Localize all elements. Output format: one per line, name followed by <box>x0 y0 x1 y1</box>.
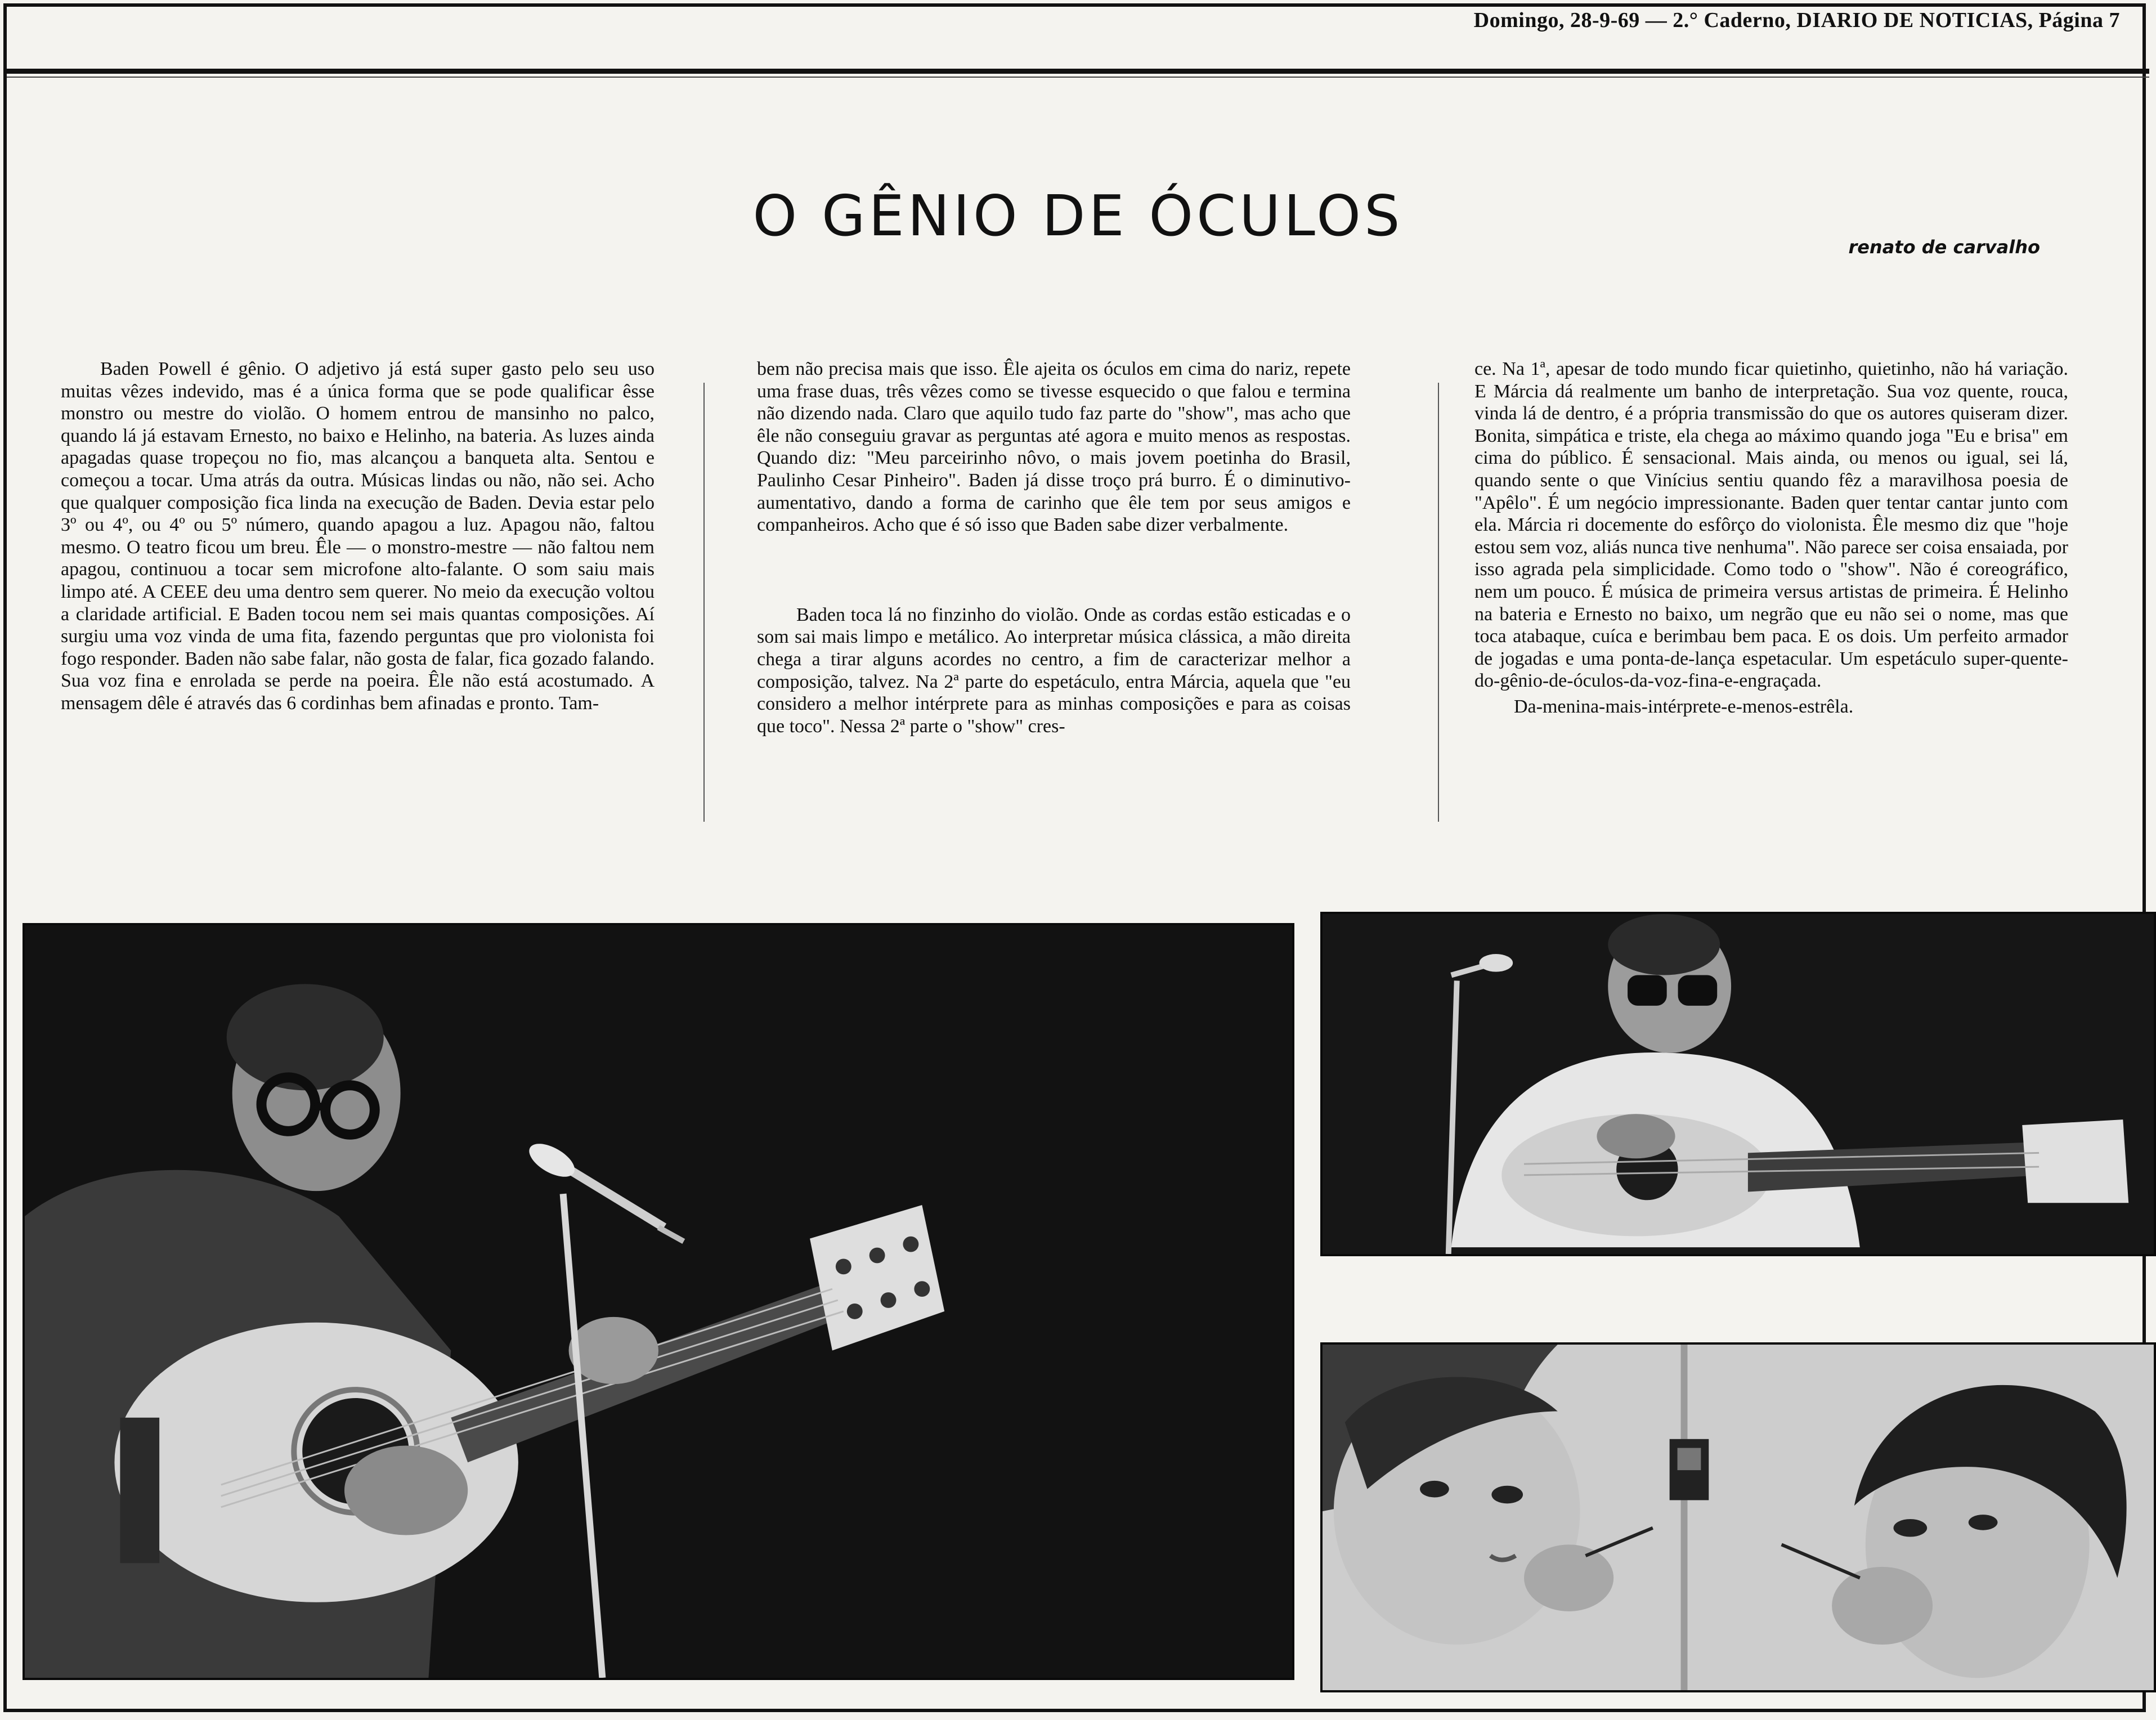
column-divider <box>1438 383 1439 822</box>
header-rule-thin <box>7 77 2149 78</box>
header-rule <box>7 69 2149 74</box>
photo-baden-seated-image <box>1323 914 2154 1254</box>
photo-marcia-makeup <box>1320 1342 2156 1692</box>
photo-baden-playing-image <box>25 925 1292 1678</box>
photo-baden-seated <box>1320 912 2156 1256</box>
article-column-2 <box>757 358 1351 842</box>
column-divider <box>703 383 705 822</box>
article-column-1 <box>61 358 655 842</box>
article-column-3 <box>1474 358 2068 842</box>
running-head: Domingo, 28-9-69 — 2.° Caderno, DIARIO DE NOTICIAS, Página 7 <box>1473 8 2120 32</box>
article-paragraph: Da-menina-mais-intérprete-e-menos-estrêla. <box>1514 696 1854 717</box>
article-title: O GÊNIO DE ÓCULOS <box>752 183 1404 249</box>
photo-marcia-makeup-image <box>1323 1345 2154 1690</box>
article-paragraph: bem não precisa mais que isso. Êle ajeita os óculos em cima do nariz, repete uma frase duas, três vêzes como se tivesse esquecido o que falou e termina não dizendo nada. Claro que aquilo tudo faz parte do "show", mas acho que êle não conseguiu gravar as perguntas até agora e muito menos as respostas. Quando diz: "Meu parceirinho nôvo, o mais jovem poetinha do Brasil, Paulinho Cesar Pinheiro". Baden já disse troço prá burro. É o diminutivo-aumentativo, dando a forma de carinho que êle tem por seus amigos e companheiros. Acho que é só isso que Baden sabe dizer verbalmente. <box>757 359 1351 536</box>
article-paragraph: Baden toca lá no finzinho do violão. Onde as cordas estão esticadas e o som sai mais limpo e metálico. Ao interpretar música clássica, a mão direita chega a tirar alguns acordes no centro, a fim de caracterizar melhor a composição, talvez. Na 2ª parte do espetáculo, entra Márcia, aquela que "eu considero a melhor intérprete para as minhas composições e para as coisas que toco". Nessa 2ª parte o "show" cres- <box>757 604 1351 737</box>
article-byline: renato de carvalho <box>1848 236 2040 258</box>
article-paragraph: Baden Powell é gênio. O adjetivo já está super gasto pelo seu uso muitas vêzes indevido, mas é a única forma que se pode qualificar êsse monstro ou mestre do violão. O homem entrou de mansinho no palco, quando lá já estavam Ernesto, no baixo e Helinho, na bateria. As luzes ainda apagadas quase tropeçou no fio, mas alcançou a banqueta alta. Sentou e começou a tocar. Uma atrás da outra. Músicas lindas ou não, não sei. Acho que qualquer composição fica linda na execução de Baden. Devia estar pelo 3º ou 4º, ou 4º ou 5º número, quando apagou a luz. Apagou não, faltou mesmo. O teatro ficou um breu. Êle — o monstro-mestre — não faltou nem apagou, continuou a tocar sem microfone alto-falante. O som saiu mais limpo até. A CEEE deu uma dentro sem querer. No meio da execução voltou a claridade artificial. E Baden tocou nem sei mais quantas composições. Aí surgiu uma voz vinda de uma fita, fazendo perguntas que pro violonista foi fogo responder. Baden não sabe falar, não gosta de falar, fica gozado falando. Sua voz fina e enrolada se perde na poeira. Êle não está acostumado. A mensagem dêle é através das 6 cordinhas bem afinadas e pronto. Tam- <box>61 359 655 714</box>
photo-baden-playing <box>23 923 1294 1680</box>
article-paragraph: ce. Na 1ª, apesar de todo mundo ficar quietinho, quietinho, não há variação. E Márcia dá realmente um banho de interpretação. Sua voz quente, rouca, vinda lá de dentro, é a própria transmissão do que os autores quiseram dizer. Bonita, simpática e triste, ela chega ao máximo quando joga "Eu e brisa" em cima do público. É sensacional. Mais ainda, ou menos ou igual, sei lá, quando sente o que Vinícius sentiu quando fêz a maravilhosa poesia de "Apêlo". É um negócio impressionante. Baden quer tentar cantar junto com ela. Márcia ri docemente do esfôrço do violonista. Êle mesmo diz que "hoje estou sem voz, aliás nunca tive nenhuma". Não parece ser coisa ensaiada, por isso agrada pela simplicidade. Como todo o "show". Não é coreográfico, nem um pouco. É música de primeira versus artistas de primeira. É Helinho na bateria e Ernesto no baixo, um negrão que eu não sei o nome, mas que toca atabaque, cuíca e berimbau bem paca. E os dois. Um perfeito armador de jogadas e uma ponta-de-lança espetacular. Um espetáculo super-quente-do-gênio-de-óculos-da-voz-fina-e-engraçada. <box>1474 359 2068 692</box>
